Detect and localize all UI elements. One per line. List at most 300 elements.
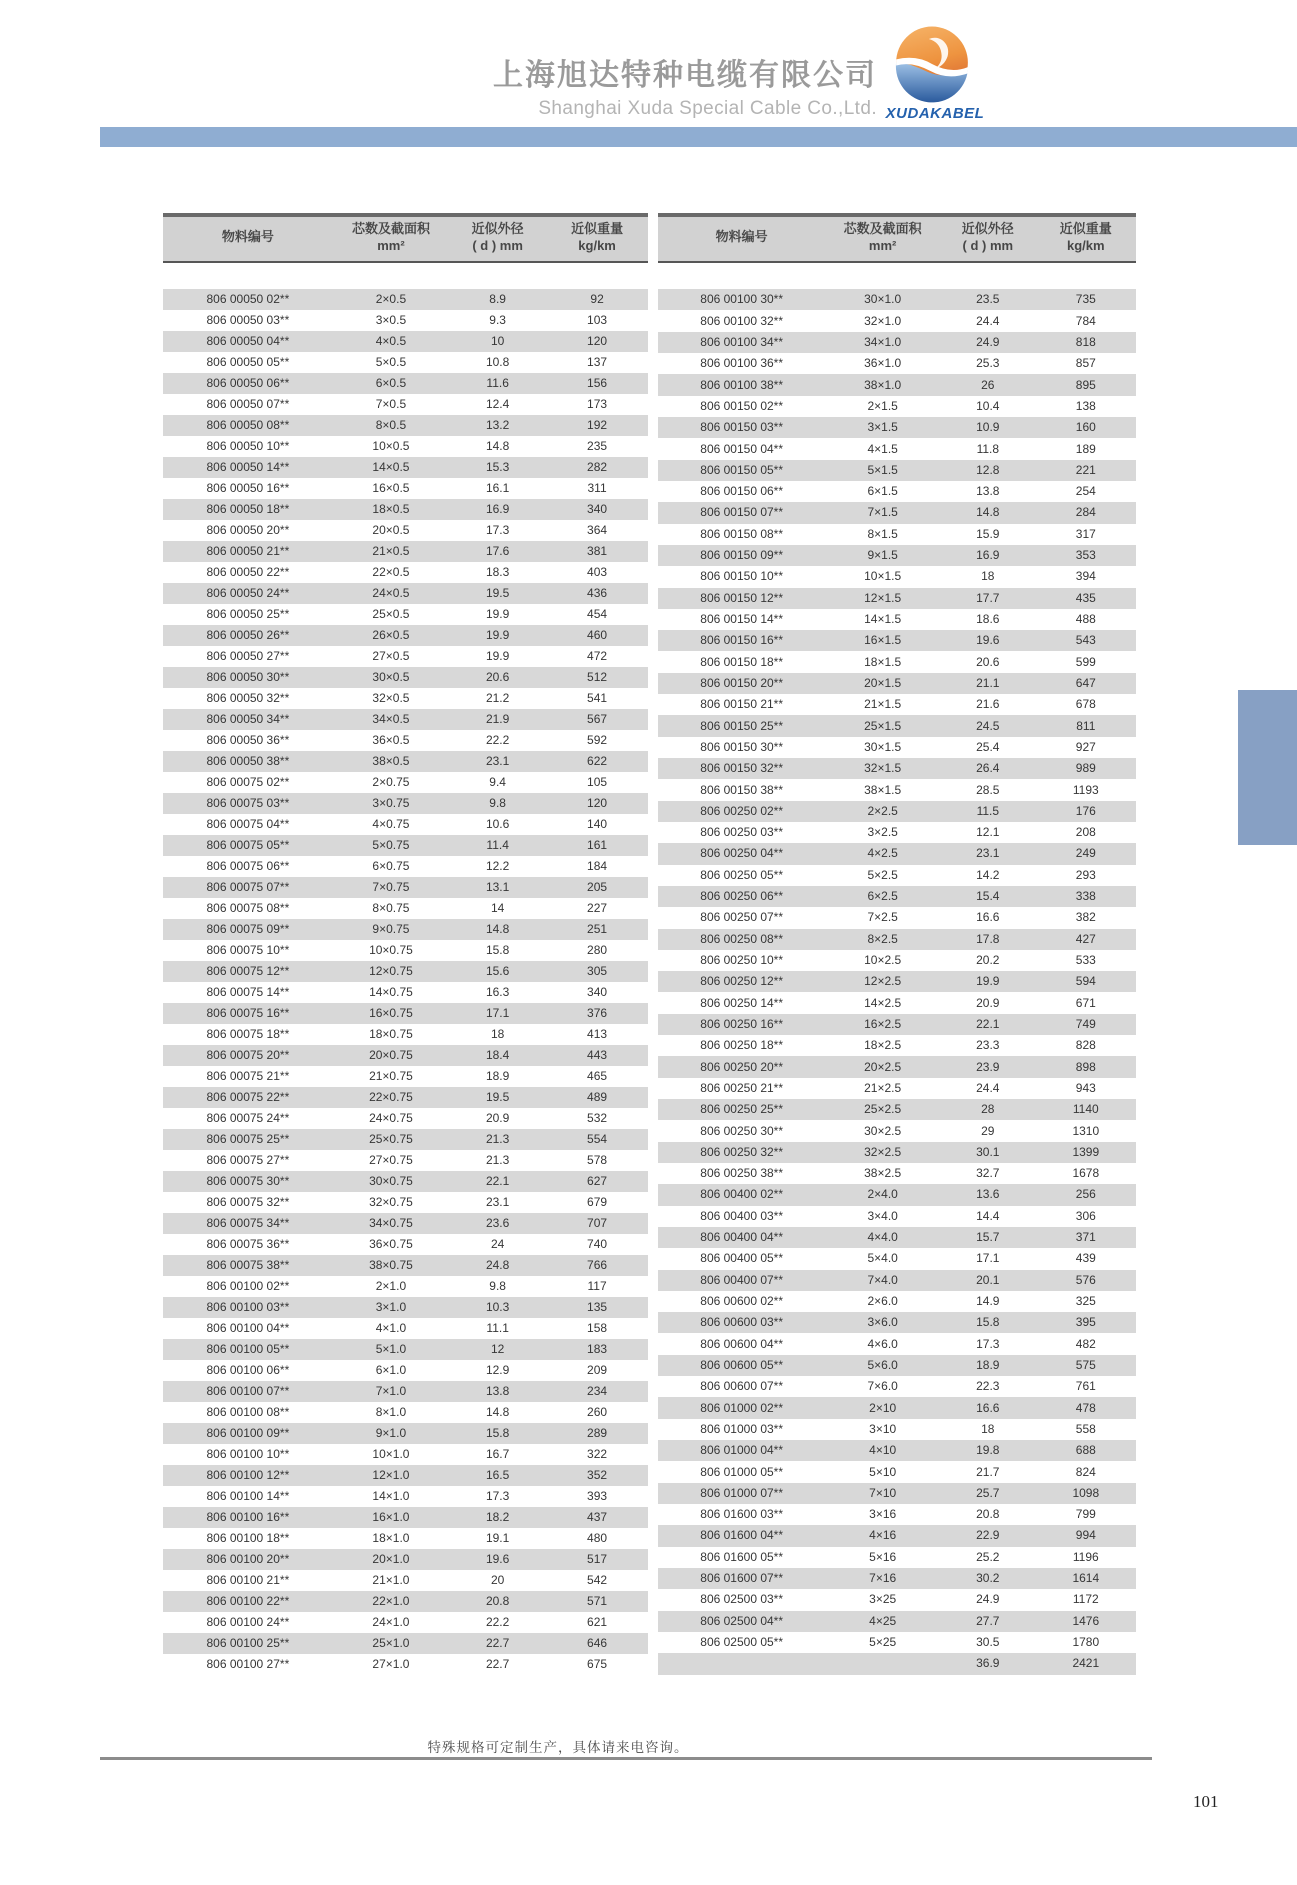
cell-outer-diameter: 10 — [449, 331, 546, 352]
cell-cores-section: 14×2.5 — [864, 995, 902, 1010]
cell-cores-section: 9×0.75 — [333, 919, 449, 940]
cell-cores-section: 5×16 — [869, 1549, 897, 1564]
cell-material-id: 806 00075 09** — [163, 919, 333, 940]
table-row — [658, 1397, 1136, 1418]
cell-outer-diameter: 18.4 — [449, 1045, 546, 1066]
cell-outer-diameter: 13.8 — [976, 484, 1000, 499]
table-row — [658, 737, 1136, 758]
cell-outer-diameter: 13.1 — [449, 877, 546, 898]
cell-outer-diameter: 14.4 — [976, 1208, 1000, 1223]
cell-material-id: 806 00050 25** — [206, 606, 290, 621]
cell-outer-diameter: 18 — [981, 1421, 995, 1436]
table-row — [163, 1024, 648, 1045]
cell-outer-diameter: 9.3 — [489, 312, 506, 327]
cell-material-id: 806 00100 24** — [206, 1614, 290, 1629]
cell-outer-diameter: 21.1 — [940, 673, 1036, 694]
cell-weight: 293 — [1075, 867, 1096, 882]
cell-outer-diameter: 18.9 — [485, 1068, 510, 1083]
cell-material-id: 806 01600 04** — [658, 1525, 825, 1546]
cell-material-id: 806 01000 03** — [700, 1421, 784, 1436]
cell-material-id: 806 00100 21** — [206, 1572, 290, 1587]
cell-cores-section: 20×0.5 — [372, 522, 410, 537]
table-row — [163, 1654, 648, 1675]
cell-outer-diameter: 16.9 — [449, 499, 546, 520]
table-row — [658, 353, 1136, 374]
cell-cores-section: 7×1.0 — [333, 1381, 449, 1402]
cell-outer-diameter: 10.9 — [940, 417, 1036, 438]
cell-weight: 289 — [546, 1423, 648, 1444]
cell-material-id: 806 00075 10** — [206, 942, 290, 957]
cell-weight: 824 — [1075, 1464, 1096, 1479]
cell-material-id: 806 00400 03** — [700, 1208, 784, 1223]
table-row — [658, 715, 1136, 736]
cell-weight: 707 — [546, 1213, 648, 1234]
cell-weight: 427 — [1036, 929, 1136, 950]
company-header — [493, 50, 877, 120]
cell-cores-section: 25×2.5 — [825, 1099, 940, 1120]
cell-cores-section: 6×1.0 — [375, 1362, 407, 1377]
table-row — [658, 1312, 1136, 1333]
table-row — [163, 331, 648, 352]
cell-weight: 120 — [546, 331, 648, 352]
cell-outer-diameter: 20.6 — [976, 654, 1000, 669]
table-row — [163, 1255, 648, 1276]
table-row — [163, 1633, 648, 1654]
cell-outer-diameter: 14 — [490, 900, 505, 915]
cell-cores-section: 20×1.0 — [333, 1549, 449, 1570]
cell-weight: 571 — [546, 1591, 648, 1612]
cell-weight: 828 — [1075, 1038, 1096, 1053]
table-row — [163, 289, 648, 310]
table-row — [658, 1333, 1136, 1354]
cell-outer-diameter: 20.8 — [976, 1507, 1000, 1522]
company-name-zh: 上海旭达特种电缆有限公司 — [493, 59, 877, 92]
cell-cores-section: 24×0.75 — [369, 1110, 413, 1125]
cell-outer-diameter: 18.3 — [485, 564, 510, 579]
cell-material-id: 806 00150 16** — [658, 630, 825, 651]
table-row — [658, 417, 1136, 438]
cell-cores-section: 38×0.75 — [333, 1255, 449, 1276]
cell-material-id: 806 00100 12** — [163, 1465, 333, 1486]
cell-weight: 1196 — [1072, 1549, 1099, 1564]
cell-weight: 317 — [1075, 526, 1096, 541]
cell-weight: 305 — [546, 961, 648, 982]
cell-material-id: 806 00150 03** — [658, 417, 825, 438]
cell-material-id: 806 00100 27** — [206, 1656, 290, 1671]
table-row — [658, 801, 1136, 822]
cell-outer-diameter: 15.7 — [940, 1227, 1036, 1248]
table-row — [658, 929, 1136, 950]
cell-material-id: 806 00050 20** — [206, 522, 290, 537]
cell-weight: 554 — [546, 1129, 648, 1150]
cell-weight: 340 — [546, 499, 648, 520]
table-row — [163, 478, 648, 499]
cell-outer-diameter: 25.3 — [976, 356, 1000, 371]
cell-material-id — [658, 1653, 825, 1675]
cell-material-id: 806 00150 05** — [658, 460, 825, 481]
cell-cores-section: 2×0.75 — [372, 774, 410, 789]
cell-material-id: 806 00600 04** — [700, 1336, 784, 1351]
cell-outer-diameter: 13.2 — [449, 415, 546, 436]
cell-weight: 675 — [587, 1656, 608, 1671]
cell-weight: 576 — [1036, 1270, 1136, 1291]
cell-outer-diameter: 15.8 — [940, 1312, 1036, 1333]
cell-cores-section: 3×10 — [869, 1421, 897, 1436]
cell-material-id: 806 00100 16** — [163, 1507, 333, 1528]
cell-cores-section: 18×0.5 — [333, 499, 449, 520]
cell-cores-section: 4×0.5 — [333, 331, 449, 352]
cell-material-id: 806 01000 07** — [658, 1483, 825, 1504]
cell-cores-section: 8×0.5 — [333, 415, 449, 436]
table-row — [658, 438, 1136, 459]
cell-outer-diameter: 16.5 — [449, 1465, 546, 1486]
cell-cores-section: 22×0.5 — [372, 564, 410, 579]
cell-cores-section: 36×0.75 — [369, 1236, 413, 1251]
cell-cores-section: 9×1.0 — [333, 1423, 449, 1444]
cell-weight: 340 — [587, 984, 608, 999]
cell-material-id: 806 00100 38** — [658, 374, 825, 395]
cell-cores-section: 12×1.5 — [825, 588, 940, 609]
cell-outer-diameter: 15.4 — [940, 886, 1036, 907]
cell-weight: 1140 — [1036, 1099, 1136, 1120]
cell-cores-section: 36×0.5 — [372, 732, 410, 747]
col-outer-diameter: 近似外径 ( d ) mm — [449, 213, 546, 263]
cell-weight: 818 — [1036, 332, 1136, 353]
cell-cores-section: 14×0.75 — [369, 984, 413, 999]
cell-weight: 256 — [1036, 1184, 1136, 1205]
table-row — [658, 396, 1136, 417]
table-row — [658, 1227, 1136, 1248]
table-row — [163, 625, 648, 646]
cell-weight: 460 — [546, 625, 648, 646]
cell-material-id: 806 00075 27** — [206, 1152, 290, 1167]
table-row — [163, 1465, 648, 1486]
cell-outer-diameter: 10.8 — [485, 354, 510, 369]
cell-cores-section — [825, 1653, 940, 1675]
cell-weight: 594 — [1036, 971, 1136, 992]
cell-outer-diameter: 10.3 — [449, 1297, 546, 1318]
cell-material-id: 806 00250 32** — [658, 1142, 825, 1163]
cell-cores-section: 2×1.0 — [375, 1278, 407, 1293]
cell-cores-section: 2×1.5 — [867, 398, 898, 413]
cell-weight: 158 — [587, 1320, 608, 1335]
cell-material-id: 806 00150 02** — [700, 398, 784, 413]
cell-cores-section: 3×4.0 — [867, 1208, 898, 1223]
cell-material-id: 806 00050 34** — [163, 709, 333, 730]
cell-weight: 208 — [1075, 825, 1096, 840]
cell-outer-diameter: 23.6 — [449, 1213, 546, 1234]
cell-weight: 1780 — [1072, 1635, 1100, 1650]
cell-material-id: 806 00100 02** — [206, 1278, 290, 1293]
cell-material-id: 806 00150 38** — [700, 782, 784, 797]
cell-weight: 688 — [1036, 1440, 1136, 1461]
table-row — [658, 758, 1136, 779]
cell-outer-diameter: 12.4 — [485, 396, 510, 411]
cell-cores-section: 3×0.5 — [375, 312, 407, 327]
cell-material-id: 806 00050 30** — [163, 667, 333, 688]
cell-weight: 192 — [546, 415, 648, 436]
cell-outer-diameter: 22.1 — [940, 1014, 1036, 1035]
cell-cores-section: 38×1.0 — [825, 374, 940, 395]
cell-material-id: 806 02500 04** — [658, 1611, 825, 1632]
cell-weight: 1310 — [1072, 1123, 1100, 1138]
cell-weight: 183 — [546, 1339, 648, 1360]
cell-cores-section: 2×0.5 — [333, 289, 449, 310]
cell-cores-section: 21×0.5 — [333, 541, 449, 562]
cell-weight: 1098 — [1036, 1483, 1136, 1504]
cell-outer-diameter: 17.3 — [976, 1336, 1000, 1351]
cell-cores-section: 4×1.5 — [867, 441, 898, 456]
cell-material-id: 806 00075 18** — [206, 1026, 290, 1041]
cell-outer-diameter: 19.9 — [449, 625, 546, 646]
cell-cores-section: 21×2.5 — [864, 1080, 902, 1095]
col-material-id: 物料编号 — [163, 213, 333, 263]
cell-outer-diameter: 18.6 — [976, 612, 1000, 627]
cell-cores-section: 30×1.5 — [864, 739, 902, 754]
cell-cores-section: 4×1.0 — [375, 1320, 407, 1335]
table-row — [163, 1003, 648, 1024]
cell-outer-diameter: 8.9 — [449, 289, 546, 310]
cell-material-id: 806 00150 04** — [700, 441, 784, 456]
cell-cores-section: 20×0.75 — [333, 1045, 449, 1066]
cell-cores-section: 25×1.0 — [333, 1633, 449, 1654]
cell-outer-diameter: 21.3 — [449, 1129, 546, 1150]
cell-material-id: 806 00150 10** — [700, 569, 784, 584]
cell-material-id: 806 02500 05** — [700, 1635, 784, 1650]
cell-cores-section: 25×0.75 — [333, 1129, 449, 1150]
cell-weight: 353 — [1036, 545, 1136, 566]
table-row — [658, 1163, 1136, 1184]
cell-weight: 472 — [587, 648, 608, 663]
cell-outer-diameter: 25.7 — [940, 1483, 1036, 1504]
cell-weight: 443 — [546, 1045, 648, 1066]
table-row — [163, 646, 648, 667]
header-gap — [658, 263, 1136, 289]
cell-material-id: 806 00075 20** — [163, 1045, 333, 1066]
table-row — [163, 772, 648, 793]
cell-material-id: 806 00100 20** — [163, 1549, 333, 1570]
cell-cores-section: 7×10 — [825, 1483, 940, 1504]
cell-weight: 622 — [546, 751, 648, 772]
cell-outer-diameter: 17.8 — [940, 929, 1036, 950]
cell-outer-diameter: 15.8 — [485, 942, 510, 957]
cell-cores-section: 24×0.5 — [333, 583, 449, 604]
table-row — [163, 835, 648, 856]
cell-outer-diameter: 20.8 — [449, 1591, 546, 1612]
cell-cores-section: 8×1.5 — [867, 526, 898, 541]
cell-material-id: 806 00100 07** — [163, 1381, 333, 1402]
cell-material-id: 806 00150 12** — [658, 588, 825, 609]
cell-weight: 105 — [587, 774, 608, 789]
cell-weight: 413 — [587, 1026, 608, 1041]
table-row — [163, 877, 648, 898]
cell-cores-section: 20×2.5 — [825, 1056, 940, 1077]
cell-material-id: 806 00150 20** — [658, 673, 825, 694]
cell-outer-diameter: 17.1 — [976, 1251, 1000, 1266]
cell-outer-diameter: 22.2 — [485, 732, 510, 747]
cell-outer-diameter: 19.9 — [485, 648, 510, 663]
cell-material-id: 806 00250 02** — [658, 801, 825, 822]
cell-weight: 254 — [1075, 484, 1096, 499]
cell-outer-diameter: 20.2 — [976, 953, 1000, 968]
cell-outer-diameter: 15.3 — [449, 457, 546, 478]
cell-material-id: 806 00250 20** — [658, 1056, 825, 1077]
table-row — [163, 1108, 648, 1129]
cell-outer-diameter: 9.4 — [489, 774, 506, 789]
cell-weight: 371 — [1036, 1227, 1136, 1248]
cell-material-id: 806 00075 03** — [163, 793, 333, 814]
cell-weight: 927 — [1075, 739, 1096, 754]
cell-outer-diameter: 18.2 — [449, 1507, 546, 1528]
company-name-en: Shanghai Xuda Special Cable Co.,Ltd. — [538, 98, 877, 119]
cell-weight: 512 — [546, 667, 648, 688]
table-row — [658, 1184, 1136, 1205]
cell-material-id: 806 00250 04** — [658, 843, 825, 864]
cell-cores-section: 2×2.5 — [825, 801, 940, 822]
cell-outer-diameter: 20.9 — [485, 1110, 510, 1125]
table-row — [658, 1376, 1136, 1397]
cell-cores-section: 18×1.5 — [864, 654, 902, 669]
table-row — [163, 373, 648, 394]
cell-cores-section: 10×1.5 — [864, 569, 902, 584]
cell-weight: 454 — [587, 606, 608, 621]
table-row — [658, 1611, 1136, 1632]
cell-weight: 646 — [546, 1633, 648, 1654]
cell-outer-diameter: 11.6 — [449, 373, 546, 394]
cell-material-id: 806 00075 32** — [206, 1194, 290, 1209]
cell-outer-diameter: 16.3 — [485, 984, 510, 999]
cell-outer-diameter: 17.3 — [485, 522, 510, 537]
cell-outer-diameter: 18 — [981, 569, 995, 584]
cell-weight: 488 — [1075, 612, 1096, 627]
cell-outer-diameter: 19.6 — [940, 630, 1036, 651]
cell-cores-section: 14×1.5 — [864, 612, 902, 627]
cell-material-id: 806 00075 34** — [163, 1213, 333, 1234]
cell-weight: 156 — [546, 373, 648, 394]
cell-cores-section: 3×1.5 — [825, 417, 940, 438]
cell-material-id: 806 00250 10** — [700, 953, 784, 968]
table-row — [658, 1440, 1136, 1461]
cell-outer-diameter: 14.8 — [940, 502, 1036, 523]
cell-material-id: 806 00150 09** — [658, 545, 825, 566]
cell-material-id: 806 00050 26** — [163, 625, 333, 646]
table-row — [163, 961, 648, 982]
cell-material-id: 806 01000 02** — [658, 1397, 825, 1418]
cell-material-id: 806 00050 14** — [163, 457, 333, 478]
cell-cores-section: 30×1.0 — [825, 289, 940, 310]
table-row — [163, 1486, 648, 1507]
page-edge-tab — [1238, 690, 1297, 845]
cell-outer-diameter: 13.6 — [940, 1184, 1036, 1205]
cell-weight: 403 — [587, 564, 608, 579]
col-weight: 近似重量 kg/km — [546, 213, 648, 263]
cell-cores-section: 12×0.75 — [333, 961, 449, 982]
table-row — [163, 310, 648, 331]
cell-outer-diameter: 14.2 — [976, 867, 1000, 882]
cell-cores-section: 32×1.0 — [864, 313, 902, 328]
cell-cores-section: 6×0.75 — [372, 858, 410, 873]
cell-weight: 735 — [1036, 289, 1136, 310]
cell-cores-section: 22×0.75 — [333, 1087, 449, 1108]
table-row — [658, 524, 1136, 545]
cell-weight: 482 — [1075, 1336, 1096, 1351]
cell-material-id: 806 00075 07** — [163, 877, 333, 898]
cell-material-id: 806 00050 08** — [163, 415, 333, 436]
cell-material-id: 806 00100 22** — [163, 1591, 333, 1612]
cell-material-id: 806 00075 24** — [206, 1110, 290, 1125]
cell-material-id: 806 01600 05** — [700, 1549, 784, 1564]
cell-material-id: 806 00050 10** — [206, 438, 290, 453]
table-row — [658, 310, 1136, 331]
table-row — [658, 1120, 1136, 1141]
table-row — [163, 1276, 648, 1297]
cell-outer-diameter: 23.3 — [976, 1038, 1000, 1053]
table-row — [163, 1171, 648, 1192]
cell-cores-section: 4×25 — [825, 1611, 940, 1632]
table-row — [163, 1528, 648, 1549]
cell-material-id: 806 00100 03** — [163, 1297, 333, 1318]
cell-outer-diameter: 36.9 — [940, 1653, 1036, 1675]
table-row — [163, 1507, 648, 1528]
table-row — [658, 1653, 1136, 1675]
cell-cores-section: 5×2.5 — [867, 867, 898, 882]
cell-cores-section: 38×0.5 — [333, 751, 449, 772]
col-cores-section: 芯数及截面积 mm² — [825, 213, 940, 263]
cell-outer-diameter: 13.8 — [449, 1381, 546, 1402]
cell-weight: 160 — [1036, 417, 1136, 438]
cell-cores-section: 2×10 — [825, 1397, 940, 1418]
cell-material-id: 806 00075 21** — [206, 1068, 290, 1083]
cell-material-id: 806 00050 32** — [206, 690, 290, 705]
cell-outer-diameter: 12.2 — [485, 858, 510, 873]
cell-material-id: 806 00150 08** — [700, 526, 784, 541]
table-row — [658, 630, 1136, 651]
cell-weight: 627 — [546, 1171, 648, 1192]
cell-material-id: 806 00050 07** — [206, 396, 290, 411]
table-row — [658, 1206, 1136, 1227]
cell-weight: 161 — [546, 835, 648, 856]
table-row — [163, 520, 648, 541]
col-outer-diameter: 近似外径 ( d ) mm — [940, 213, 1036, 263]
cell-weight: 1399 — [1036, 1142, 1136, 1163]
cell-outer-diameter: 21.6 — [976, 697, 1000, 712]
cell-material-id: 806 00600 03** — [658, 1312, 825, 1333]
cell-outer-diameter: 19.9 — [940, 971, 1036, 992]
cell-outer-diameter: 30.1 — [940, 1142, 1036, 1163]
cell-material-id: 806 00050 27** — [206, 648, 290, 663]
cell-cores-section: 5×25 — [869, 1635, 897, 1650]
cell-weight: 678 — [1075, 697, 1096, 712]
cell-cores-section: 6×2.5 — [825, 886, 940, 907]
cell-weight: 647 — [1036, 673, 1136, 694]
cell-material-id: 806 00250 12** — [658, 971, 825, 992]
cell-outer-diameter: 12.8 — [940, 460, 1036, 481]
cell-outer-diameter: 10.4 — [976, 398, 1000, 413]
cell-outer-diameter: 12.9 — [485, 1362, 510, 1377]
table-row — [163, 1591, 648, 1612]
cell-outer-diameter: 14.8 — [485, 1404, 510, 1419]
cell-cores-section: 21×1.0 — [372, 1572, 410, 1587]
cell-cores-section: 3×0.75 — [333, 793, 449, 814]
cell-outer-diameter: 22.3 — [976, 1379, 1000, 1394]
cell-weight: 542 — [587, 1572, 608, 1587]
cell-material-id: 806 00050 18** — [163, 499, 333, 520]
cell-material-id: 806 00075 22** — [163, 1087, 333, 1108]
cell-outer-diameter: 12.1 — [976, 825, 1000, 840]
cell-material-id: 806 00075 25** — [163, 1129, 333, 1150]
cell-cores-section: 10×0.75 — [369, 942, 413, 957]
cell-material-id: 806 00100 05** — [163, 1339, 333, 1360]
